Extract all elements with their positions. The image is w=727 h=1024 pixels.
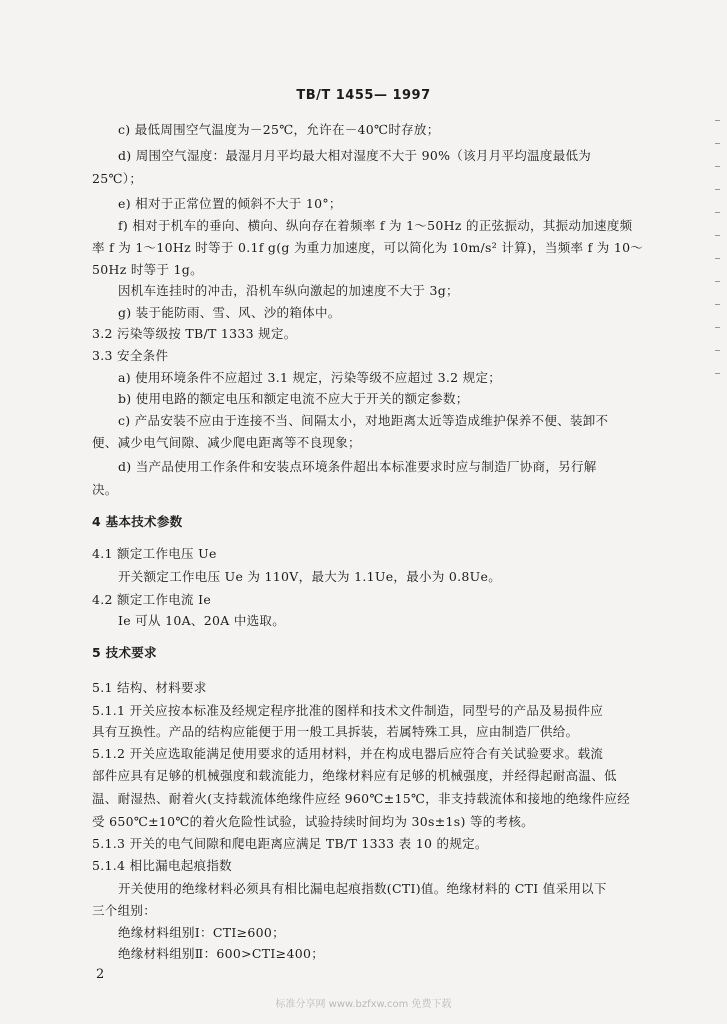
clause-5-1-1-1: 5.1.1 开关应按本标准及经规定程序批准的图样和技术文件制造，同型号的产品及易损件应 [92, 703, 604, 718]
clause-3-3-d-1: d) 当产品使用工作条件和安装点环境条件超出本标准要求时应与制造厂协商，另行解 [118, 459, 597, 474]
clause-5-1-4-body-1: 开关使用的绝缘材料必须具有相比漏电起痕指数(CTI)值。绝缘材料的 CTI 值采用以下 [118, 881, 607, 896]
clause-3-3: 3.3 安全条件 [92, 348, 169, 363]
line-f-vibration-1: f) 相对于机车的垂向、横向、纵向存在着频率 f 为 1～50Hz 的正弦振动，其振动加速度频 [118, 218, 633, 233]
line-f-vibration-3: 50Hz 时等于 1g。 [92, 262, 203, 277]
line-g-enclosure: g) 装于能防雨、雪、风、沙的箱体中。 [118, 305, 341, 320]
clause-5-1-2-2: 部件应具有足够的机械强度和载流能力，绝缘材料应有足够的机械强度，并经得起耐高温、低 [92, 768, 617, 783]
clause-5-1-4: 5.1.4 相比漏电起痕指数 [92, 858, 232, 873]
clause-5-1-3: 5.1.3 开关的电气间隙和爬电距离应满足 TB/T 1333 表 10 的规定。 [92, 836, 488, 851]
line-d-humidity-1: d) 周围空气湿度：最湿月月平均最大相对湿度不大于 90%（该月月平均温度最低为 [118, 148, 592, 163]
line-d-humidity-2: 25℃）； [92, 171, 143, 186]
material-group-1: 绝缘材料组别Ⅰ：CTI≥600； [118, 925, 285, 940]
line-e-tilt: e) 相对于正常位置的倾斜不大于 10°； [118, 196, 342, 211]
clause-5-1: 5.1 结构、材料要求 [92, 680, 207, 695]
line-shock: 因机车连挂时的冲击，沿机车纵向激起的加速度不大于 3g； [118, 283, 459, 298]
section-4-heading: 4 基本技术参数 [92, 514, 183, 529]
clause-3-3-c-2: 便、减少电气间隙、减少爬电距离等不良现象； [92, 435, 361, 450]
clause-3-3-b: b) 使用电路的额定电压和额定电流不应大于开关的额定参数； [118, 391, 469, 406]
clause-4-1-body: 开关额定工作电压 Ue 为 110V，最大为 1.1Ue，最小为 0.8Ue。 [118, 569, 502, 584]
material-group-2: 绝缘材料组别Ⅱ：600>CTI≥400； [118, 946, 325, 961]
footer-watermark: 标准分享网 www.bzfxw.com 免费下载 [275, 999, 452, 1010]
binding-edge-marks [715, 120, 723, 420]
page-number: 2 [96, 967, 105, 982]
clause-3-3-a: a) 使用环境条件不应超过 3.1 规定，污染等级不应超过 3.2 规定； [118, 370, 502, 385]
clause-5-1-2-1: 5.1.2 开关应选取能满足使用要求的适用材料，并在构成电器后应符合有关试验要求。载流 [92, 746, 604, 761]
standard-header: TB/T 1455— 1997 [296, 88, 431, 103]
clause-5-1-2-3: 温、耐湿热、耐着火(支持载流体绝缘件应经 960℃±15℃，非支持载流体和接地的绝缘件应经 [92, 791, 631, 806]
clause-5-1-4-body-2: 三个组别： [92, 903, 157, 918]
clause-3-3-d-2: 决。 [92, 482, 118, 497]
clause-3-2: 3.2 污染等级按 TB/T 1333 规定。 [92, 326, 297, 341]
line-f-vibration-2: 率 f 为 1～10Hz 时等于 0.1f g(g 为重力加速度，可以简化为 10m/s² 计算)，当频率 f 为 10～ [92, 240, 644, 255]
clause-5-1-1-2: 具有互换性。产品的结构应能便于用一般工具拆装，若属特殊工具，应由制造厂供给。 [92, 724, 579, 739]
clause-4-2: 4.2 额定工作电流 Ie [92, 592, 212, 607]
line-c-temp: c) 最低周围空气温度为－25℃，允许在－40℃时存放； [118, 122, 440, 137]
clause-3-3-c-1: c) 产品安装不应由于连接不当、间隔太小，对地距离太近等造成维护保养不便、装卸不 [118, 413, 609, 428]
clause-4-1: 4.1 额定工作电压 Ue [92, 546, 217, 561]
section-5-heading: 5 技术要求 [92, 645, 157, 660]
clause-5-1-2-4: 受 650℃±10℃的着火危险性试验，试验持续时间均为 30s±1s) 等的考核。 [92, 814, 534, 829]
clause-4-2-body: Ie 可从 10A、20A 中选取。 [118, 613, 286, 628]
